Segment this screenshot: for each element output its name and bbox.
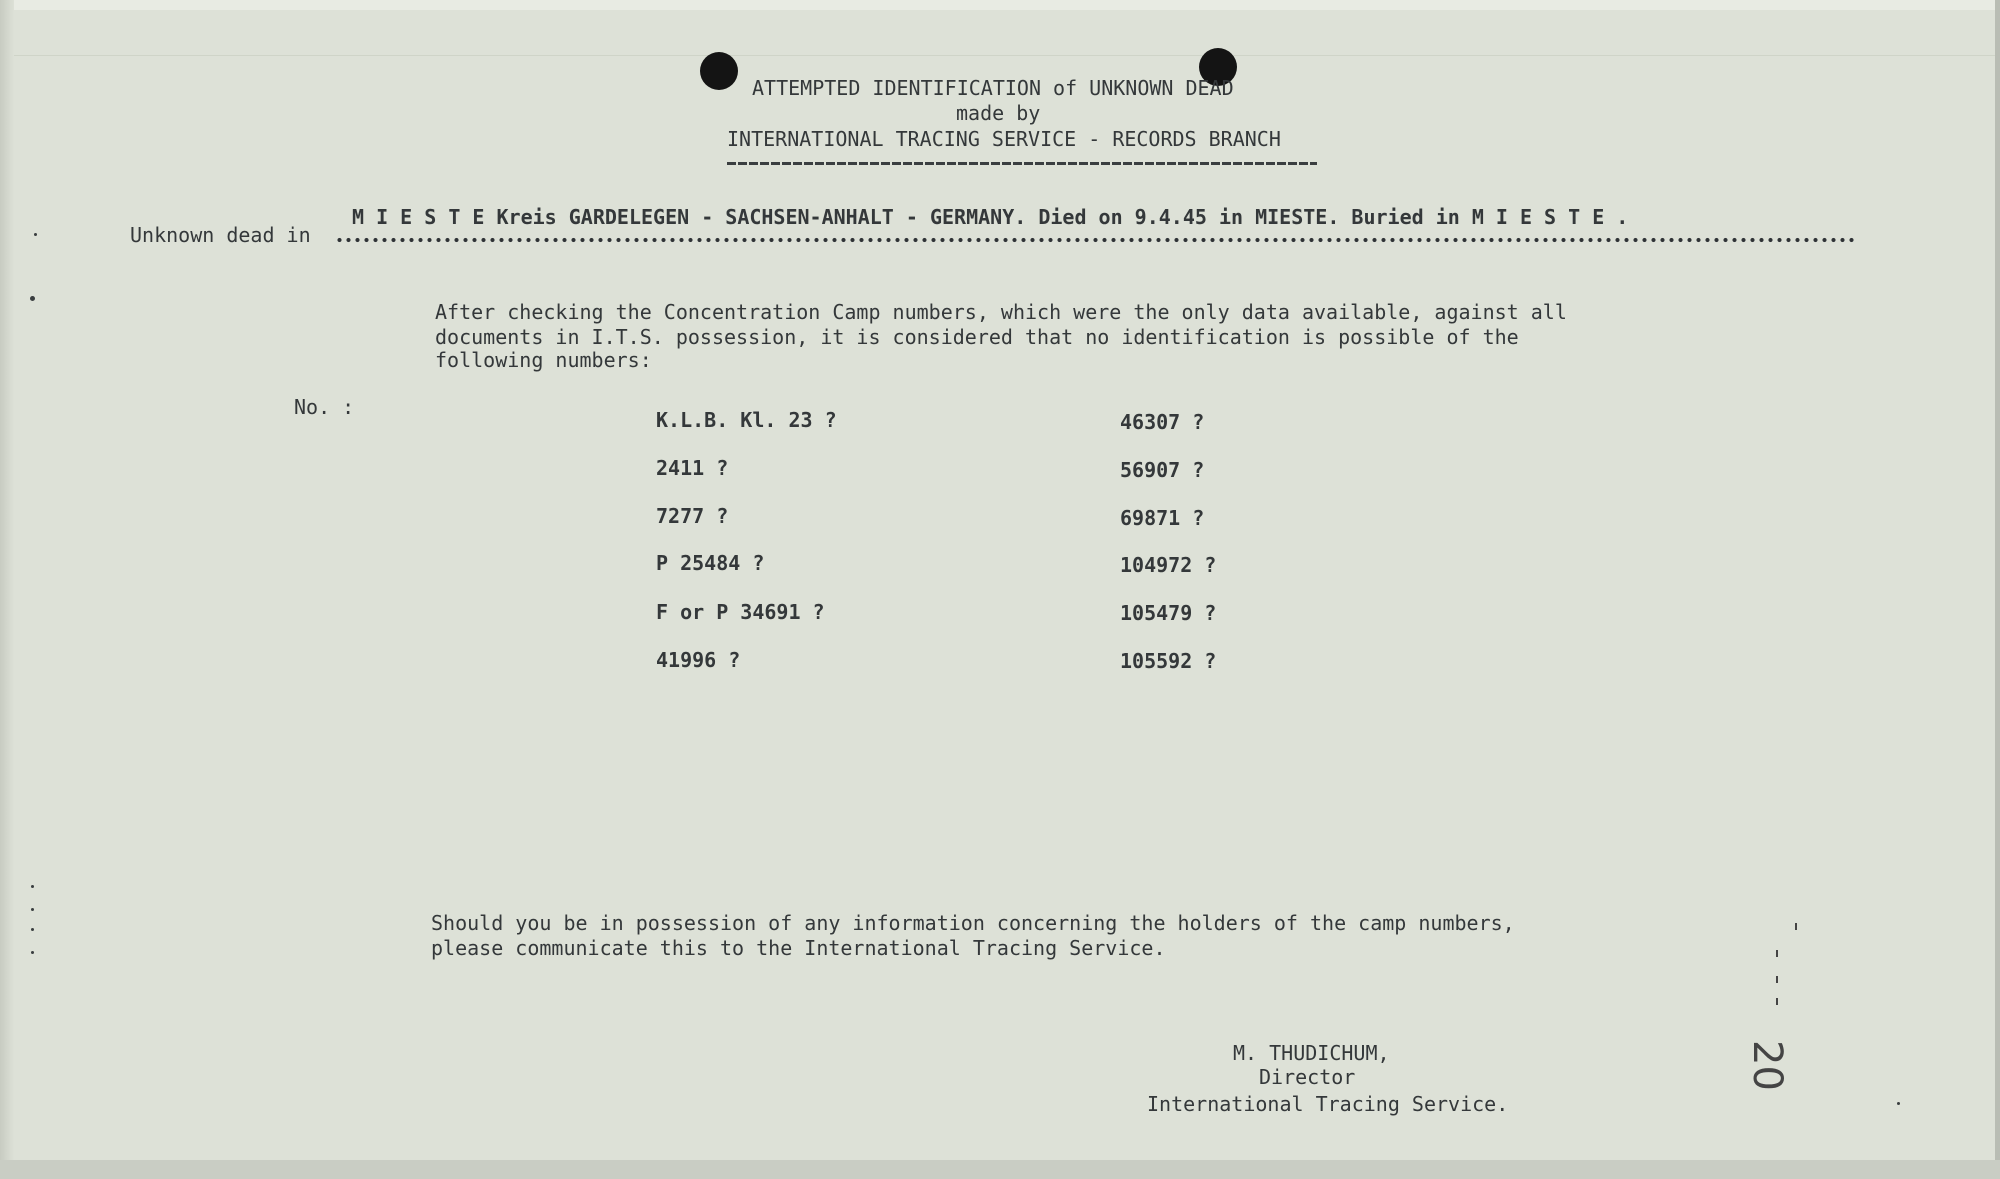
title-underline <box>727 162 1317 165</box>
number-right-2: 56907 ? <box>1120 458 1205 482</box>
number-left-5: F or P 34691 ? <box>656 600 825 624</box>
number-right-3: 69871 ? <box>1120 506 1205 530</box>
number-right-6: 105592 ? <box>1120 649 1217 673</box>
number-left-2: 2411 ? <box>656 456 729 480</box>
paper-left-shadow <box>0 0 14 1179</box>
number-left-1: K.L.B. Kl. 23 ? <box>656 408 837 432</box>
paper-right-edge <box>1995 0 2000 1179</box>
number-right-5: 105479 ? <box>1120 601 1217 625</box>
paper-bottom-edge <box>0 1160 2000 1179</box>
intro-line-1: After checking the Concentration Camp numbers, which were the only data available, against all <box>435 300 1567 324</box>
made-by-line: made by <box>956 101 1041 125</box>
location-label: Unknown dead in <box>130 223 311 247</box>
stray-mark <box>31 908 34 911</box>
stray-mark <box>31 928 34 931</box>
closing-line-2: please communicate this to the International Tracing Service. <box>431 936 1166 960</box>
stray-mark <box>30 296 35 301</box>
location-value: M I E S T E Kreis GARDELEGEN - SACHSEN-ANHALT - GERMANY. Died on 9.4.45 in MIESTE. Buried in M I E S T E . <box>352 205 1629 229</box>
margin-tick <box>1795 923 1797 930</box>
number-left-3: 7277 ? <box>656 504 729 528</box>
margin-tick <box>1776 976 1778 983</box>
stray-mark <box>1897 1102 1900 1105</box>
paper-fold-line <box>0 55 2000 56</box>
number-left-4: P 25484 ? <box>656 551 765 575</box>
signature-organization: International Tracing Service. <box>1147 1092 1509 1116</box>
stray-mark <box>31 885 34 888</box>
intro-line-3: following numbers: <box>435 348 652 372</box>
intro-line-2: documents in I.T.S. possession, it is considered that no identification is possible of the <box>435 325 1519 349</box>
number-left-6: 41996 ? <box>656 648 741 672</box>
margin-tick <box>1776 998 1778 1005</box>
page-number: 20 <box>1744 1040 1790 1091</box>
organization-line: INTERNATIONAL TRACING SERVICE - RECORDS BRANCH <box>727 127 1281 151</box>
number-right-1: 46307 ? <box>1120 410 1205 434</box>
signature-name: M. THUDICHUM, <box>1233 1041 1390 1065</box>
margin-tick <box>1776 950 1778 957</box>
closing-line-1: Should you be in possession of any information concerning the holders of the camp numbers, <box>431 911 1515 935</box>
stray-mark <box>31 951 34 954</box>
document-title: ATTEMPTED IDENTIFICATION of UNKNOWN DEAD <box>752 76 1234 100</box>
dotted-fill-line <box>335 236 1855 244</box>
paper-top-edge <box>0 0 2000 10</box>
number-right-4: 104972 ? <box>1120 553 1217 577</box>
signature-title: Director <box>1259 1065 1356 1089</box>
stray-mark <box>34 233 37 236</box>
numbers-label: No. : <box>294 395 355 419</box>
punch-hole-left <box>700 52 738 90</box>
